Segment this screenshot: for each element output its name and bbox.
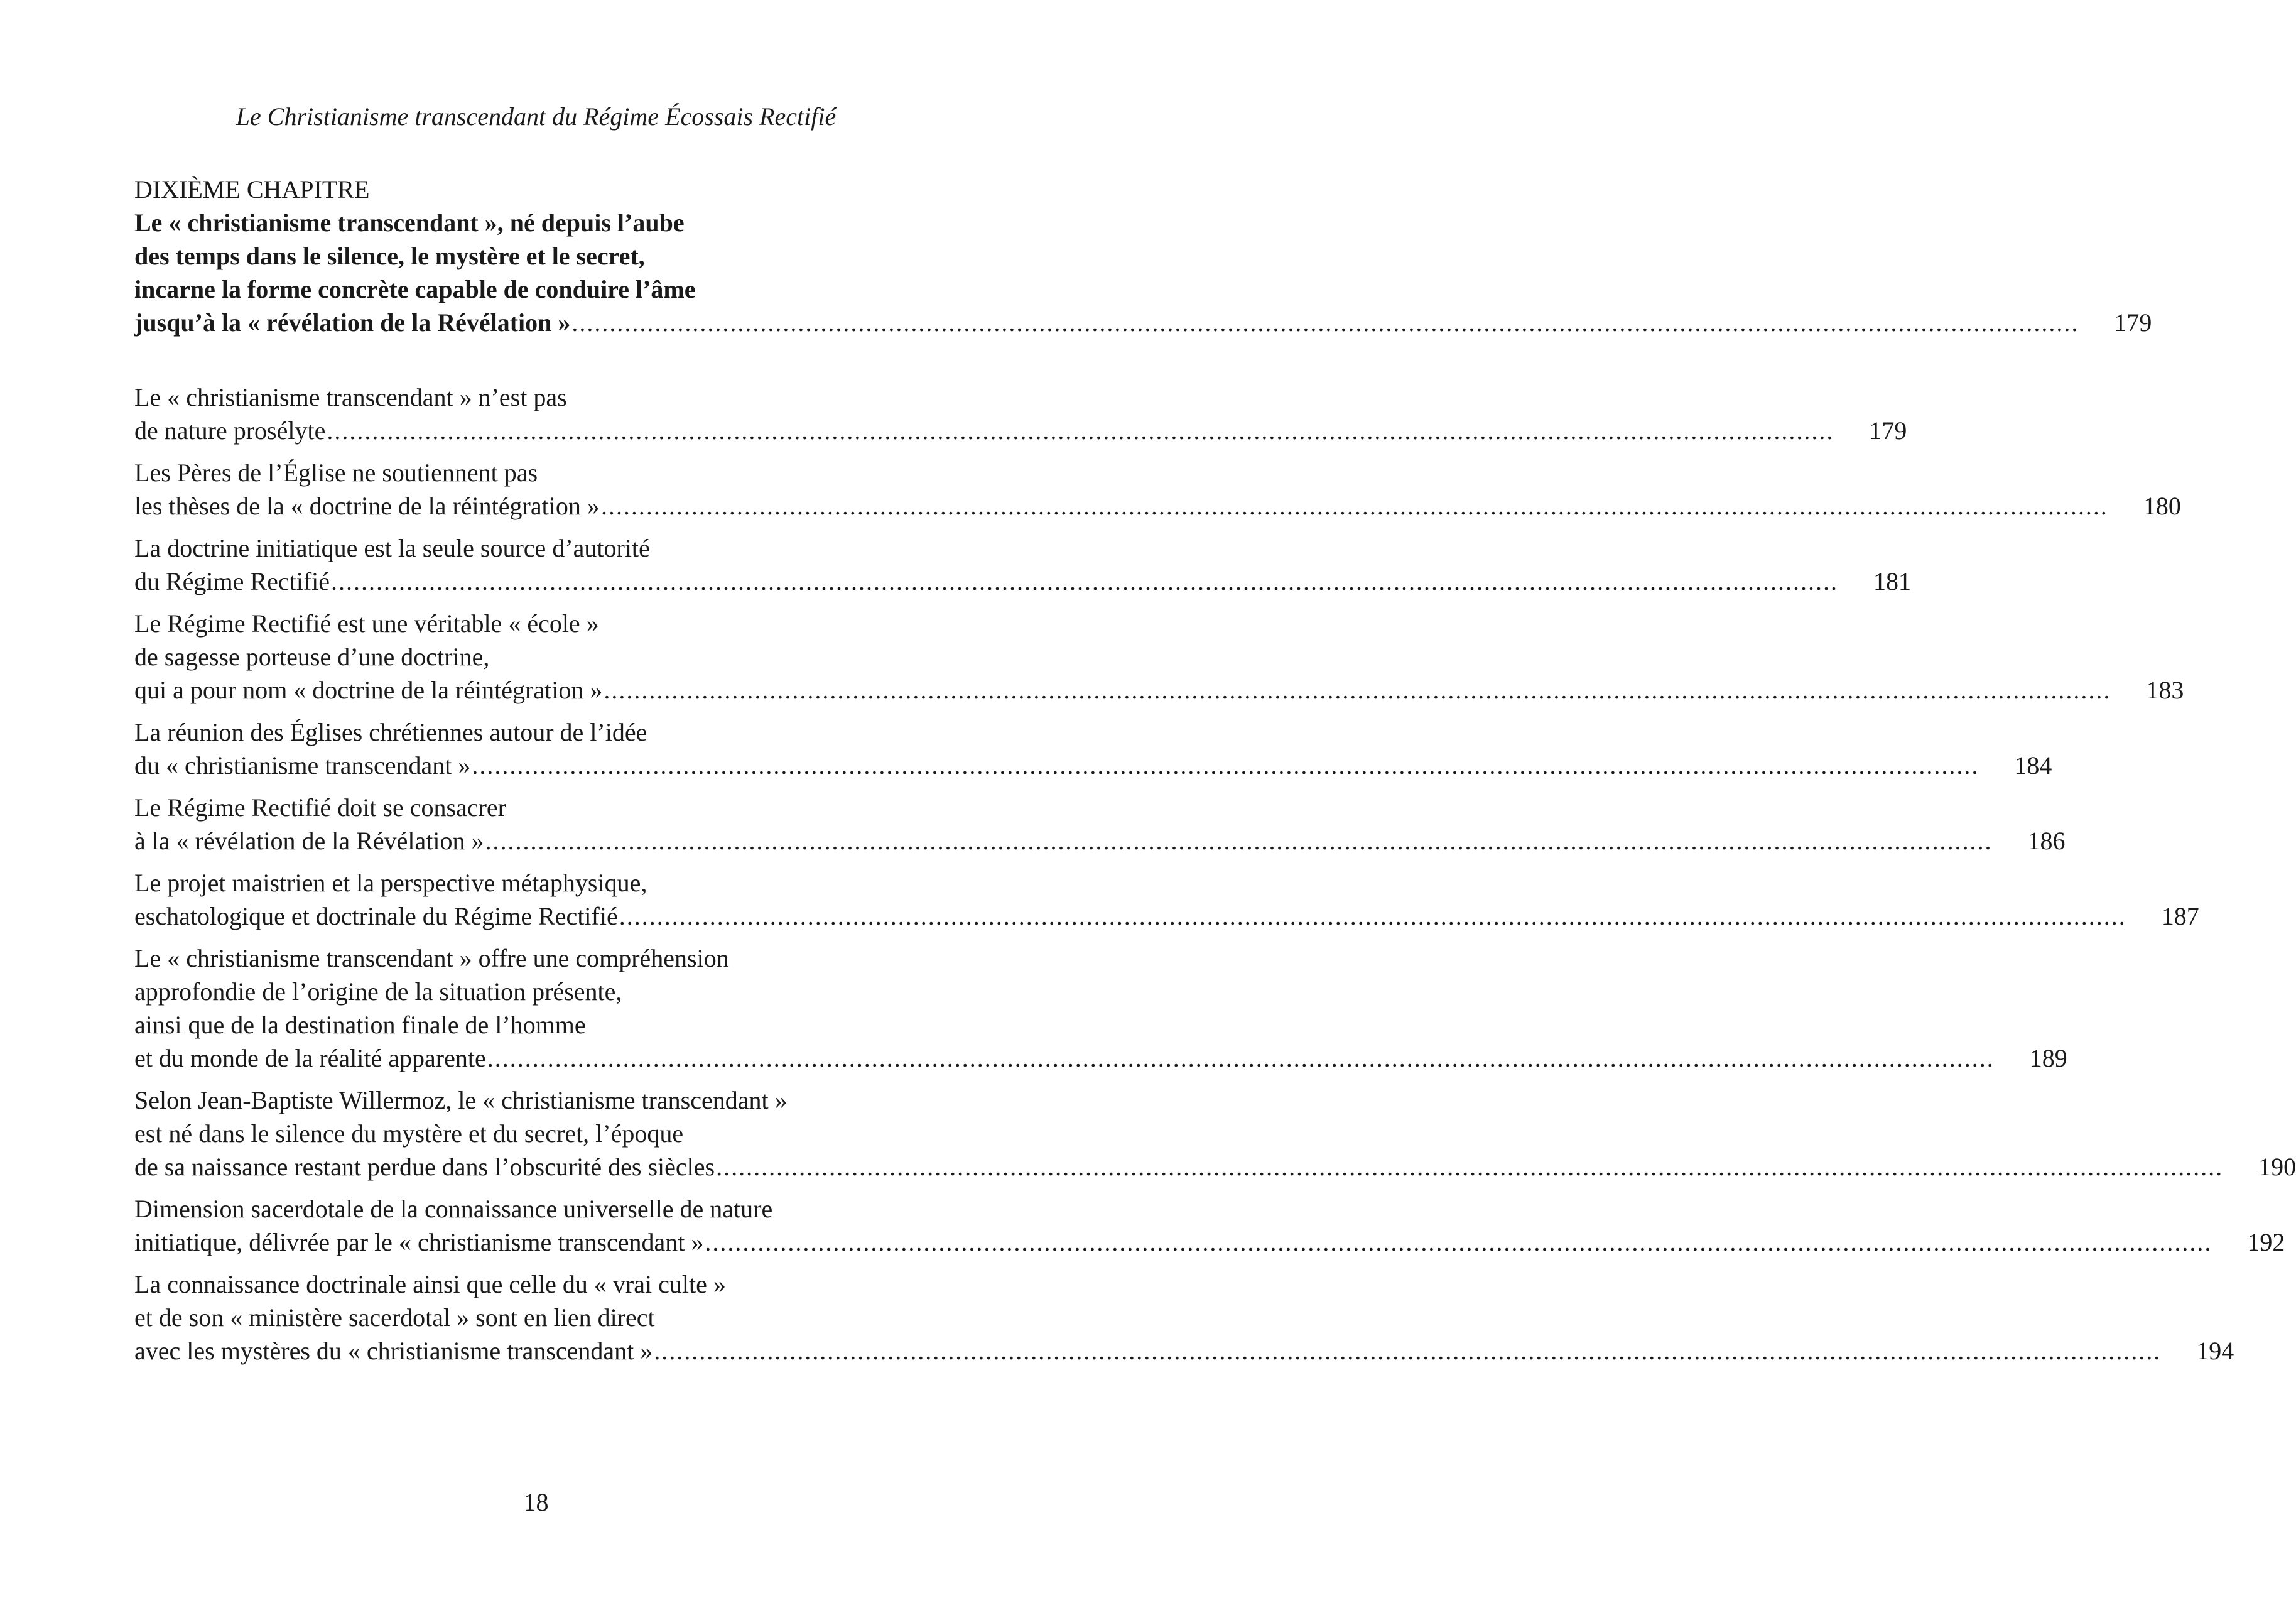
toc-entry — [134, 1192, 2285, 1259]
toc-entry-line-text: eschatologique et doctrinale du Régime Rectifié — [134, 902, 618, 930]
toc-entry-line: Le « christianisme transcendant » n’est pas — [134, 383, 567, 411]
toc-entry-line: Le projet maistrien et la perspective métaphysique, — [134, 869, 647, 897]
toc-entry-line-text: et du monde de la réalité apparente — [134, 1044, 486, 1072]
toc-entries — [134, 381, 2296, 1367]
dot-leader: ........................................................................................................................................................................................................ — [619, 902, 2126, 930]
toc-entry-line-text: du « christianisme transcendant » — [134, 751, 471, 780]
page-number: 194 — [2196, 1337, 2234, 1365]
chapter-title-line-text: jusqu’à la « révélation de la Révélation » — [134, 308, 571, 337]
toc-entry-line: Le Régime Rectifié est une véritable « école » — [134, 609, 599, 638]
toc-entry-line-text: qui a pour nom « doctrine de la réintégration » — [134, 676, 603, 704]
toc-entry-line-text: les thèses de la « doctrine de la réintégration » — [134, 492, 600, 520]
dot-leader: ........................................................................................................................................................................................................ — [327, 416, 1834, 445]
chapter-title — [134, 206, 2152, 339]
toc-entry-line-text: de nature prosélyte — [134, 416, 326, 445]
page-number: 186 — [2027, 827, 2066, 855]
page-number: 192 — [2247, 1228, 2285, 1256]
toc-entry-line — [134, 565, 1912, 598]
toc-entry-line — [134, 1041, 2067, 1075]
toc-entry — [134, 607, 2184, 707]
toc-entry-line: Le Régime Rectifié doit se consacrer — [134, 793, 506, 822]
page-number: 181 — [1873, 567, 1912, 595]
toc-entry-line: Selon Jean-Baptiste Willermoz, le « christianisme transcendant » — [134, 1086, 788, 1114]
toc-entry-line — [134, 1334, 2234, 1367]
toc-entry — [134, 1268, 2234, 1367]
page-number: 190 — [2258, 1153, 2296, 1181]
page-number: 189 — [2029, 1044, 2067, 1072]
page-number: 183 — [2146, 676, 2184, 704]
toc-entry — [134, 791, 2066, 857]
dot-leader: ........................................................................................................................................................................................................ — [487, 1044, 1995, 1072]
toc-entry — [134, 942, 2067, 1075]
toc-entry-line: ainsi que de la destination finale de l’homme — [134, 1011, 586, 1039]
dot-leader: ........................................................................................................................................................................................................ — [600, 492, 2108, 520]
folio: 18 — [523, 1488, 549, 1516]
toc-entry-line — [134, 1150, 2296, 1183]
toc-entry-line: approfondie de l’origine de la situation présente, — [134, 977, 622, 1006]
dot-leader: ........................................................................................................................................................................................................ — [485, 827, 1993, 855]
toc-entry — [134, 456, 2181, 523]
running-header: Le Christianisme transcendant du Régime Écossais Rectifié — [236, 102, 837, 131]
chapter-title-line: incarne la forme concrète capable de conduire l’âme — [134, 275, 696, 303]
toc-entry-line: La connaissance doctrinale ainsi que celle du « vrai culte » — [134, 1270, 726, 1298]
chapter-title-line — [134, 306, 2152, 339]
toc-entry — [134, 866, 2199, 933]
toc-entry-line-text: avec les mystères du « christianisme transcendant » — [134, 1337, 653, 1365]
dot-leader: ........................................................................................................................................................................................................ — [654, 1337, 2162, 1365]
toc-entry-line: La doctrine initiatique est la seule source d’autorité — [134, 534, 650, 562]
dot-leader: ........................................................................................................................................................................................................ — [604, 676, 2111, 704]
dot-leader: ........................................................................................................................................................................................................ — [331, 567, 1839, 595]
table-of-contents — [134, 173, 2296, 1376]
toc-entry-line — [134, 824, 2066, 857]
toc-entry-line: Dimension sacerdotale de la connaissance universelle de nature — [134, 1195, 773, 1223]
chapter-title-line: des temps dans le silence, le mystère et le secret, — [134, 242, 645, 270]
toc-entry — [134, 531, 1912, 598]
toc-entry-line — [134, 489, 2181, 523]
toc-entry-line — [134, 673, 2184, 707]
toc-entry-line-text: du Régime Rectifié — [134, 567, 330, 595]
dot-leader: ........................................................................................................................................................................................................ — [705, 1228, 2212, 1256]
dot-leader: ........................................................................................................................................................................................................ — [571, 308, 2079, 337]
toc-entry-line: et de son « ministère sacerdotal » sont en lien direct — [134, 1303, 655, 1332]
toc-entry-line — [134, 899, 2199, 933]
page-number: 187 — [2161, 902, 2199, 930]
page-number: 179 — [2114, 308, 2152, 337]
chapter-block — [134, 173, 2152, 339]
toc-entry-line-text: de sa naissance restant perdue dans l’obscurité des siècles — [134, 1153, 715, 1181]
toc-entry-line-text: à la « révélation de la Révélation » — [134, 827, 484, 855]
chapter-title-line: Le « christianisme transcendant », né depuis l’aube — [134, 209, 685, 237]
toc-entry-line: est né dans le silence du mystère et du secret, l’époque — [134, 1119, 684, 1148]
toc-entry-line — [134, 749, 2052, 782]
page-number: 180 — [2143, 492, 2181, 520]
toc-entry-line-text: initiatique, délivrée par le « christianisme transcendant » — [134, 1228, 704, 1256]
page-number: 179 — [1869, 416, 1907, 445]
toc-entry-line — [134, 414, 1907, 447]
toc-entry-line: Le « christianisme transcendant » offre une compréhension — [134, 944, 729, 972]
toc-entry — [134, 381, 1907, 447]
toc-entry-line: Les Pères de l’Église ne soutiennent pas — [134, 459, 538, 487]
toc-entry-line: La réunion des Églises chrétiennes autour de l’idée — [134, 718, 647, 746]
page-number: 184 — [2014, 751, 2052, 780]
dot-leader: ........................................................................................................................................................................................................ — [716, 1153, 2224, 1181]
toc-entry — [134, 715, 2052, 782]
toc-entry-line — [134, 1225, 2285, 1259]
dot-leader: ........................................................................................................................................................................................................ — [472, 751, 1979, 780]
toc-entry — [134, 1084, 2296, 1183]
chapter-label: DIXIÈME CHAPITRE — [134, 175, 370, 204]
toc-entry-line: de sagesse porteuse d’une doctrine, — [134, 643, 490, 671]
